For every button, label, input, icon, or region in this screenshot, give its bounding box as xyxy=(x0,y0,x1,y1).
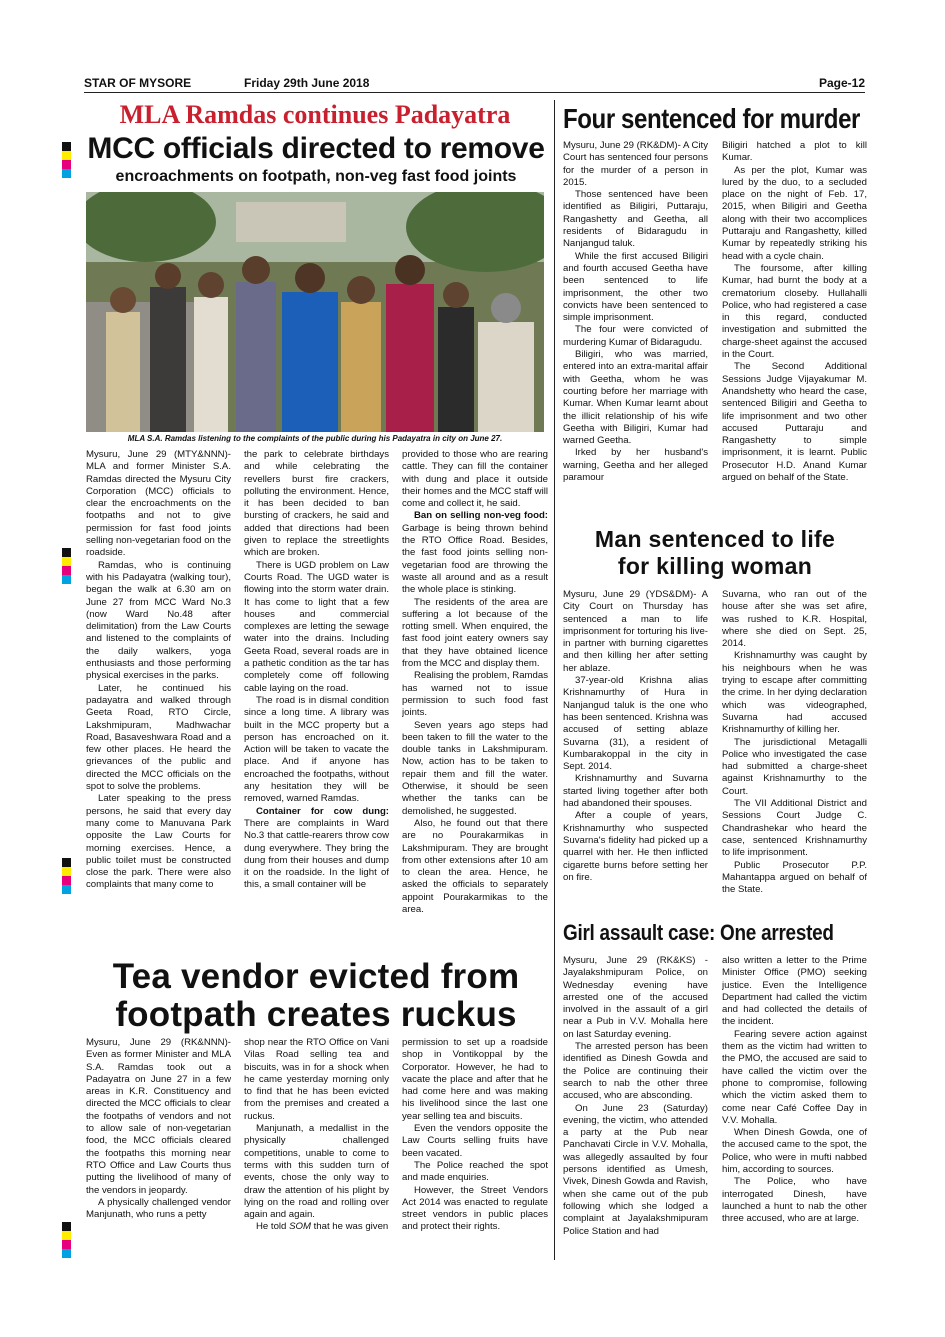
story5-headline xyxy=(86,958,546,1034)
paragraph: Also, he found out that there are no Pourakarmikas in Lakshmipuram. They are brought from other extensions after 10 am to clean the area. Hence, he asked the officials to separately appoint Pourakarmikas to the area. xyxy=(402,817,548,915)
header-rule xyxy=(84,92,865,93)
page-header xyxy=(84,76,865,92)
paragraph: Mysuru, June 29 (RK&KS) - Jayalakshmipuram Police, on Wednesday evening have arrested one of the accused involved in the assault of a girl near a Pub in V.V. Mohalla here on last Saturday evening. xyxy=(563,955,708,1040)
column-divider xyxy=(554,100,555,1260)
story2-headline: Four sentenced for murder xyxy=(563,103,860,134)
paragraph: The VII Additional District and Sessions Court Judge C. Chandrashekar who heard the case, sentenced Krishnamurthy to life imprisonment. xyxy=(722,798,867,859)
paragraph: Krishnamurthy was caught by his neighbours when he was trying to escape after committing the crime. In her dying declaration which was videographed, Suvarna had accused Krishnamurthy of killing her. xyxy=(722,650,867,736)
paragraph: Even the vendors opposite the Law Courts selling fruits have been vacated. xyxy=(402,1123,548,1159)
paragraph: The Police reached the spot and made enquiries. xyxy=(402,1159,548,1184)
story4-headline: Girl assault case: One arrested xyxy=(563,920,834,945)
story5-column-3 xyxy=(402,1037,548,1265)
paragraph: Ramdas, who is continuing with his Padayatra (walking tour), began the walk at 6.30 am on June 27 from MCC Ward No.3 (now Ward No.48 after delimitation) from the Law Courts and listened to the complaints of the daily walkers, yoga enthusiasts and those performing physical exercises in the parks. xyxy=(86,559,231,682)
paragraph: On June 23 (Saturday) evening, the victim, who attended a party at the Pub near Panchavati Circle in V.V. Mohalla, was allegedly assaulted by four persons identified as Umesh, Vivek, Dinesh Gowda and Ravish, when she came out of the pub following which she lodged a complaint at Jayalakshmipuram Police Station and had xyxy=(563,1102,708,1237)
paragraph: Biligiri hatched a plot to kill Kumar. xyxy=(722,140,867,164)
story5-headline-line2: footpath creates ruckus xyxy=(115,995,517,1034)
paragraph: The road is in dismal condition since a long time. A library was built in the MCC property but a person has encroached on it. Action will be taken to vacate the place. And if anyone has encroached the footpaths, without any hesitation they will be removed, warned Ramdas. xyxy=(244,694,389,805)
subhead-container: Container for cow dung: xyxy=(256,805,389,817)
paragraph: Fearing severe action against them as the victim had written to the PMO, the accused are said to have called the victim over the phone to compromise, following which the victim asked them to come near Café Coffee Day in V.V. Mohalla. xyxy=(722,1028,867,1126)
story2-column-2 xyxy=(722,140,867,520)
masthead-brand: STAR OF MYSORE xyxy=(84,76,192,90)
paragraph-part: He told xyxy=(256,1221,290,1233)
issue-date: Friday 29th June 2018 xyxy=(244,76,370,90)
paragraph: Mysuru, June 29 (MTY&NNN)- MLA and former Minister S.A. Ramdas directed the Mysuru City Corporation (MCC) officials to clear the encroachments on the footpaths and not to give permission for fast food joints selling non-vegetarian food on the roadside. xyxy=(86,449,231,559)
paragraph: There is UGD problem on Law Courts Road. The UGD water is flowing into the storm water drain. It has come to light that a few houses and commercial complexes are letting the sewage water into the drains. Including Geeta Road, several roads are in a pathetic condition as the tar has completely come off following cable laying on the road. xyxy=(244,559,389,694)
registration-marks-mid xyxy=(62,548,71,584)
paragraph: As per the plot, Kumar was lured by the duo, to a secluded place on the night of Feb. 17, 2015, when Biligiri and Geetha along with their two accomplices Puttaraju and Rangashetty, killed Kumar by repeatedly striking his head with a cycle chain. xyxy=(722,164,867,262)
paragraph: Later speaking to the press persons, he said that every day many come to Manuvana Park opposite the Law Courts for morning exercises. Hence, a public toilet must be constructed close the park. There were also complaints that many come to xyxy=(86,793,231,891)
paragraph: the park to celebrate birthdays and while celebrating the revellers burst fire crackers, polluting the environment. Hence, it has been decided to ban bursting of crackers, he said and added that directions had been given to replace the streetlights which are broken. xyxy=(244,449,389,559)
paragraph: The four were convicted of murdering Kumar of Bidaragudu. xyxy=(563,324,708,348)
paragraph: While the first accused Biligiri and fourth accused Geetha have been sentenced to life imprisonment, the other two convicts have been sentenced to simple imprisonment. xyxy=(563,250,708,324)
paragraph: Later, he continued his padayatra and walked through Geeta Road, RTO Circle, Lakshmipuram, Madhwachar Road, Basaveshwara Road and a few other places. He heard the grievances of the public and directed the MCC officials on the spot to solve the problems. xyxy=(86,682,231,793)
story1-column-3 xyxy=(402,449,548,952)
story3-headline xyxy=(563,526,867,580)
photo-caption: MLA S.A. Ramdas listening to the complaints of the public during his Padayatra in city on June 27. xyxy=(127,434,503,443)
story1-column-1 xyxy=(86,449,231,952)
story1-kicker: MLA Ramdas continues Padayatra xyxy=(119,100,511,129)
story3-column-1 xyxy=(563,589,708,911)
paragraph: Mysuru, June 29 (YDS&DM)- A City Court on Thursday has sentenced a man to life imprisonment for torturing his live-in partner with burning cigarettes and then killing her after setting her ablaze. xyxy=(563,589,708,674)
paragraph: There are complaints in Ward No.3 that cattle-rearers throw cow dung everywhere. They bring the dung from their houses and dump it on the roadside. In the light of this, a small container will be xyxy=(244,817,389,891)
paragraph: Biligiri, who was married, entered into an extra-marital affair with Geetha, whom he was courting before her marriage with Kumar. When Kumar learnt about the illicit relationship of his wife Geetha with Biligiri, Kumar had warned Geetha. xyxy=(563,349,708,447)
paragraph: However, the Street Vendors Act 2014 was enacted to regulate street vendors in public places and protect their rights. xyxy=(402,1184,548,1233)
story3-column-2 xyxy=(722,589,867,911)
registration-marks-bottom xyxy=(62,1222,71,1258)
paragraph: shop near the RTO Office on Vani Vilas Road selling tea and biscuits, was in for a shock when he came yesterday morning only to find that he has been evicted from the premises and created a ruckus. xyxy=(244,1037,389,1122)
story1-column-2 xyxy=(244,449,389,952)
page-number: Page-12 xyxy=(818,76,865,90)
paragraph: Seven years ago steps had been taken to fill the water to the double tanks in Lakshmipuram. Now, action has to be taken to repair them and fill the water. Otherwise, it should be seen whether the tanks can be demolished, he suggested. xyxy=(402,719,548,817)
story4-column-2 xyxy=(722,955,867,1265)
paragraph: Those sentenced have been identified as Biligiri, Puttaraju, Rangashetty and Geetha, all residents of Bidaragudu in Nanjangud taluk. xyxy=(563,189,708,250)
paragraph: Mysuru, June 29 (RK&DM)- A City Court has sentenced four persons for the murder of a person in 2015. xyxy=(563,140,708,188)
paragraph: When Dinesh Gowda, one of the accused came to the spot, the Police, who were in mufti nabbed him, according to sources. xyxy=(722,1127,867,1176)
paragraph: The residents of the area are suffering a lot because of the rotting smell. When enquired, the fast food joint eatery owners say that they have obtained licence from the MCC and display them. xyxy=(402,596,548,670)
story1-subhead: encroachments on footpath, non-veg fast food joints xyxy=(115,168,517,185)
paragraph: The arrested person has been identified as Dinesh Gowda and the Police are continuing their search to nab the other three accused, who are absconding. xyxy=(563,1041,708,1102)
paragraph: The Second Additional Sessions Judge Vijayakumar M. Anandshetty who heard the case, sentenced Biligiri and Geetha to life imprisonment and two other accused Puttaraju and Rangashetty to simple imprisonment, it is learnt. Public Prosecutor H.D. Anand Kumar argued on behalf of the State. xyxy=(722,361,867,484)
paragraph: The foursome, after killing Kumar, had burnt the body at a crematorium closeby. Hullahalli Police, who had registered a case in this regard, conducted investigation and submitted the charge-sheet against the accused in the Court. xyxy=(722,262,867,361)
paragraph: 37-year-old Krishna alias Krishnamurthy of Hura in Nanjangud taluk is the one who has been sentenced. Krishna was accused of setting ablaze Suvarna (31), a resident of Kumbarakoppal in the city in Sept. 2014. xyxy=(563,675,708,773)
story4-column-1 xyxy=(563,955,708,1265)
paragraph: Manjunath, a medallist in the physically challenged competitions, unable to come to terms with this sudden turn of events, chose the only way to draw the attention of his plight by lying on the road and rolling over again and again. xyxy=(244,1123,389,1221)
story1-headline: MCC officials directed to remove xyxy=(87,132,545,165)
story3-headline-line1: Man sentenced to life xyxy=(594,526,836,552)
story5-column-1 xyxy=(86,1037,231,1265)
paragraph: Realising the problem, Ramdas has warned not to issue permission to such food fast joints. xyxy=(402,670,548,719)
paragraph: The Police, who have interrogated Dinesh, have launched a hunt to nab the other three accused, who are at large. xyxy=(722,1176,867,1225)
paragraph: provided to those who are rearing cattle. They can fill the container with dung and place it outside their homes and the MCC staff will come and collect it, he said. xyxy=(402,449,548,510)
paragraph: A physically challenged vendor Manjunath, who runs a petty xyxy=(86,1196,231,1221)
story5-column-2 xyxy=(244,1037,389,1265)
registration-marks-lower xyxy=(62,858,71,894)
registration-marks-top xyxy=(62,142,71,178)
paragraph: permission to set up a roadside shop in Vontikoppal by the Corporator. However, he had to vacate the place and after that he had come here and was making his livelihood since the last one year selling tea and biscuits. xyxy=(402,1037,548,1122)
story3-headline-line2: for killing woman xyxy=(617,553,813,579)
story2-column-1 xyxy=(563,140,708,520)
paragraph: also written a letter to the Prime Minister Office (PMO) seeking justice. Even the Intelligence Department had called the victim and had collected the details of the incident. xyxy=(722,955,867,1028)
crowd-illustration xyxy=(86,192,544,432)
subhead-ban: Ban on selling non-veg food: xyxy=(414,510,548,522)
paragraph: Mysuru, June 29 (RK&NNN)- Even as former Minister and MLA S.A. Ramdas took out a Padayatra on June 27 in a few areas in K.R. Constituency and directed the MCC officials to clear the footpaths of vendors and not to allow sale of non-vegetarian food, the MCC officials cleared the footpaths this morning near RTO Office and Law Courts thus putting the livelihood of many of the vendors in jeopardy. xyxy=(86,1037,231,1196)
som-abbreviation: SOM xyxy=(289,1221,311,1233)
paragraph: After a couple of years, Krishnamurthy who suspected Suvarna's fidelity had picked up a quarrel with her. He then inflicted cigarette burns before setting her on fire. xyxy=(563,810,708,883)
story5-headline-line1: Tea vendor evicted from xyxy=(112,957,520,996)
paragraph-part: that he was given xyxy=(310,1221,389,1233)
paragraph: Garbage is being thrown behind the RTO Office Road. Besides, the fast food joints selling non-vegetarian food are throwing the waste all around and as a result the whole place is stinking. xyxy=(402,522,548,596)
paragraph: Krishnamurthy and Suvarna started living together after both had abandoned their spouses. xyxy=(563,773,708,810)
padayatra-photo xyxy=(86,192,544,432)
paragraph: The jurisdictional Metagalli Police who investigated the case had submitted a charge-sheet against Krishnamurthy to the Court. xyxy=(722,736,867,797)
paragraph: Irked by her husband's warning, Geetha and her alleged paramour xyxy=(563,447,708,484)
paragraph: Public Prosecutor P.P. Mahantappa argued on behalf of the State. xyxy=(722,859,867,896)
paragraph: Suvarna, who ran out of the house after she was set afire, was rushed to K.R. Hospital, where she died on Sept. 25, 2014. xyxy=(722,589,867,650)
